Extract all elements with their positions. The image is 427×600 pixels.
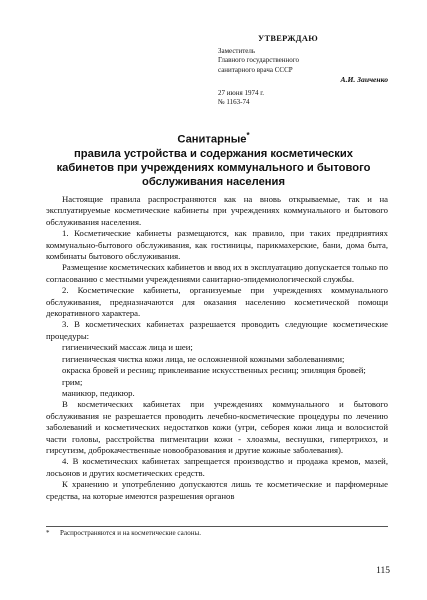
footnote: [46, 529, 388, 538]
title-line: правила устройства и содержания косметических: [74, 147, 353, 160]
paragraph: 3. В косметических кабинетах разрешается проводить следующие косметические процедуры:: [46, 319, 388, 341]
approval-signatory: А.И. Заиченко: [340, 75, 388, 84]
document-body: [46, 194, 388, 502]
paragraph: 4. В косметических кабинетах запрещается производство и продажа кремов, мазей, лосьонов и других косметических средств.: [46, 456, 388, 478]
title-footnote-mark: *: [246, 131, 250, 140]
paragraph: Размещение косметических кабинетов и ввод их в эксплуатацию допускается только по согласованию с местными учреждениями санитарно-эпидемиологической службы.: [46, 262, 388, 284]
footnote-divider: [46, 526, 388, 527]
paragraph: Настоящие правила распространяются как на вновь открываемые, так и на эксплуатируемые косметические кабинеты при учреждениях коммунального и бытового обслуживания населения.: [46, 194, 388, 227]
approval-block: [218, 34, 388, 108]
footnote-mark: *: [46, 529, 50, 537]
approval-date: 27 июня 1974 г.: [218, 88, 265, 97]
title-line: Санитарные: [177, 133, 247, 146]
title-line: кабинетов при учреждениях коммунального и бытового: [56, 161, 371, 174]
list-item: окраска бровей и ресниц; приклеивание искусственных ресниц; эпиляция бровей;: [62, 365, 366, 376]
paragraph: 2. Косметические кабинеты, организуемые при учреждениях коммунального обслуживания, предназначаются для оказания населению косметической помощи декоративного характера.: [46, 285, 388, 319]
paragraph: В косметических кабинетах при учреждениях коммунального и бытового обслуживания не разрешается проводить лечебно-косметические процедуры по лечению заболеваний и косметических недостатков кожи (угри, себорея кожи лица и волосистой части головы, расстройства пигментации кожи - хлоазмы, веснушки, гипертрихоз, и гирсутизм, доброкачественные новообразования и другие кожные заболевания).: [46, 399, 388, 455]
paragraph: 1. Косметические кабинеты размещаются, как правило, при таких предприятиях коммунально-бытового обслуживания, как гостиницы, парикмахерские, бани, дома быта, комбинаты бытового обслуживания.: [46, 228, 388, 262]
approval-line: санитарного врача СССР: [218, 65, 293, 74]
list-item: гигиенический массаж лица и шеи;: [62, 342, 193, 353]
document-title: [40, 129, 387, 189]
list-item: грим;: [62, 376, 83, 387]
list-item: маникюр, педикюр.: [62, 387, 135, 398]
approval-number: № 1163-74: [218, 98, 250, 106]
paragraph: К хранению и употреблению допускаются лишь те косметические и парфюмерные средства, на которые имеются разрешения органов: [46, 479, 388, 501]
page-number: 115: [376, 566, 390, 576]
footnote-text: Распространяются и на косметические салоны.: [60, 529, 201, 537]
list-item: гигиеническая чистка кожи лица, не осложненной кожными заболеваниями;: [62, 353, 345, 364]
approval-line: Главного государственного: [218, 56, 299, 64]
approval-heading: УТВЕРЖДАЮ: [258, 34, 318, 43]
approval-line: Заместитель: [218, 46, 256, 55]
title-line: обслуживания населения: [142, 175, 285, 188]
